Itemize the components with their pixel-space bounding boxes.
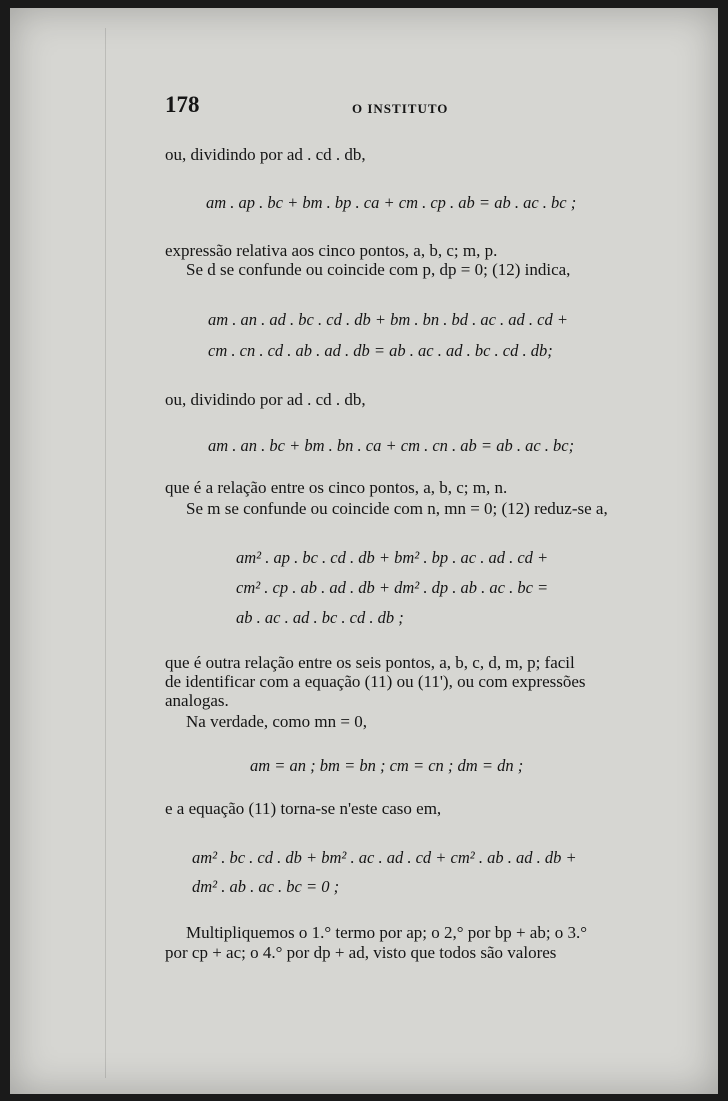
- running-title: O INSTITUTO: [352, 101, 449, 116]
- text-line: de identificar com a equação (11) ou (11'), ou com expressões: [165, 672, 586, 691]
- page-number: 178: [165, 92, 200, 117]
- equation-line: cm . cn . cd . ab . ad . db = ab . ac . ad . bc . cd . db;: [208, 341, 553, 360]
- equation-line: dm² . ab . ac . bc = 0 ;: [192, 877, 340, 896]
- text-line: por cp + ac; o 4.° por dp + ad, visto que todos são valores: [165, 943, 557, 962]
- text-line: ou, dividindo por ad . cd . db,: [165, 145, 366, 164]
- equation-line: am = an ; bm = bn ; cm = cn ; dm = dn ;: [250, 756, 524, 775]
- text-line: Se d se confunde ou coincide com p, dp = 0; (12) indica,: [186, 260, 571, 279]
- equation-line: ab . ac . ad . bc . cd . db ;: [236, 608, 404, 627]
- book-page: [10, 8, 718, 1094]
- text-line: Se m se confunde ou coincide com n, mn = 0; (12) reduz-se a,: [186, 499, 608, 518]
- equation-line: am . ap . bc + bm . bp . ca + cm . cp . ab = ab . ac . bc ;: [206, 193, 577, 212]
- equation-line: am . an . bc + bm . bn . ca + cm . cn . ab = ab . ac . bc;: [208, 436, 575, 455]
- text-line: analogas.: [165, 691, 229, 710]
- equation-line: am² . bc . cd . db + bm² . ac . ad . cd + cm² . ab . ad . db +: [192, 848, 577, 867]
- text-line: Multipliquemos o 1.° termo por ap; o 2,° por bp + ab; o 3.°: [186, 923, 588, 942]
- text-line: e a equação (11) torna-se n'este caso em,: [165, 799, 442, 818]
- text-line: ou, dividindo por ad . cd . db,: [165, 390, 366, 409]
- text-line: que é outra relação entre os seis pontos, a, b, c, d, m, p; facil: [165, 653, 575, 672]
- text-line: que é a relação entre os cinco pontos, a, b, c; m, n.: [165, 478, 508, 497]
- equation-line: cm² . cp . ab . ad . db + dm² . dp . ab . ac . bc =: [236, 578, 549, 597]
- equation-line: am² . ap . bc . cd . db + bm² . bp . ac . ad . cd +: [236, 548, 549, 567]
- text-line: expressão relativa aos cinco pontos, a, b, c; m, p.: [165, 241, 498, 260]
- text-line: Na verdade, como mn = 0,: [186, 712, 367, 731]
- equation-line: am . an . ad . bc . cd . db + bm . bn . bd . ac . ad . cd +: [208, 310, 569, 329]
